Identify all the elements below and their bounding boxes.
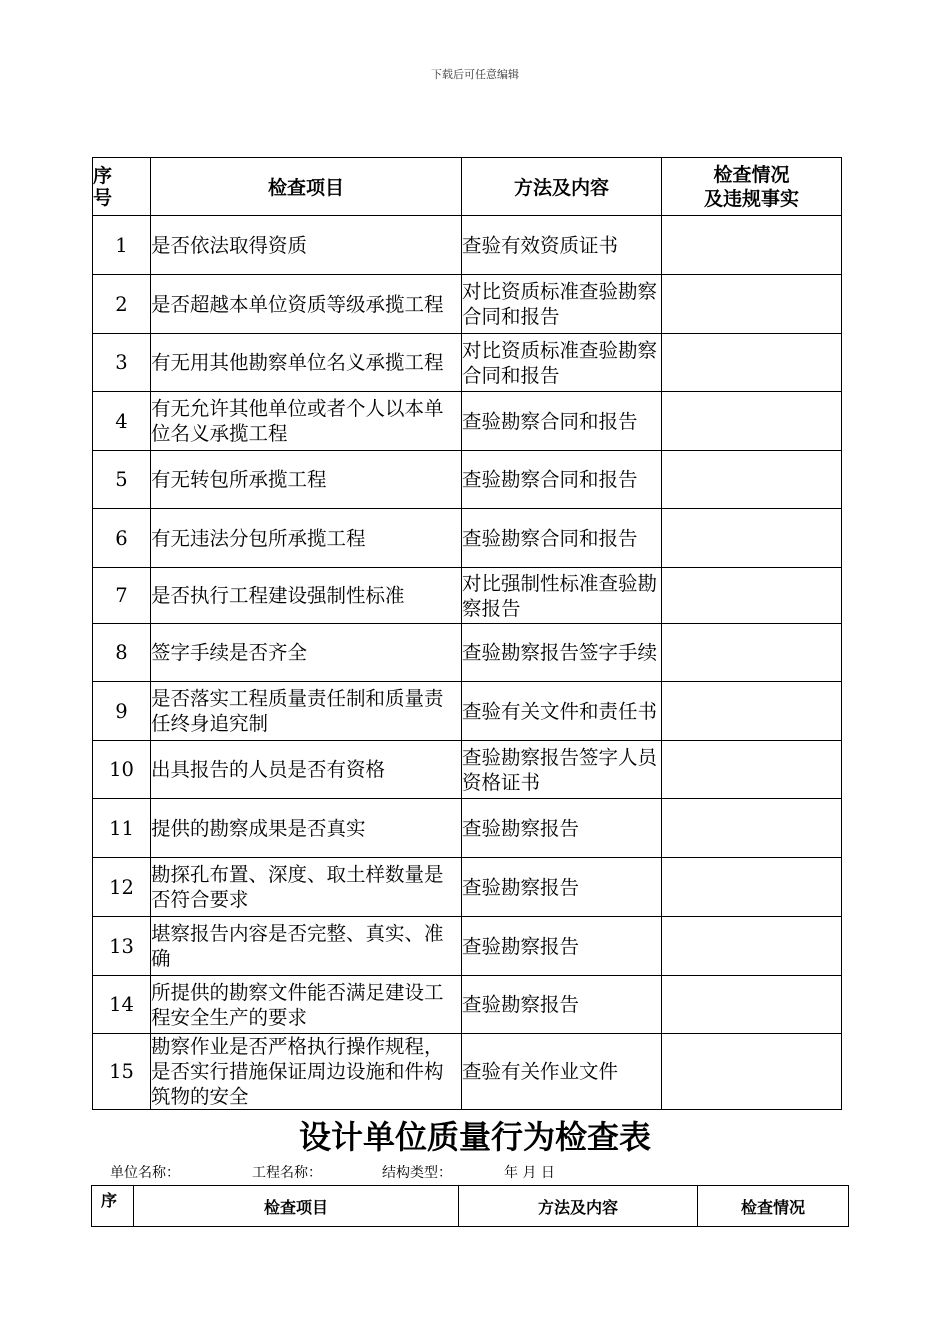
check-result bbox=[662, 858, 842, 917]
check-method: 查验勘察报告 bbox=[462, 858, 662, 917]
check-item: 有无用其他勘察单位名义承揽工程 bbox=[151, 334, 462, 392]
form-title: 设计单位质量行为检查表 bbox=[298, 1118, 651, 1156]
unit-name-label: 单位名称： bbox=[110, 1165, 180, 1181]
check-method: 查验勘察报告 bbox=[462, 917, 662, 976]
table-row bbox=[93, 509, 842, 568]
check-method: 对比资质标准查验勘察合同和报告 bbox=[462, 275, 662, 334]
header-method: 方法及内容 bbox=[462, 158, 662, 216]
check-item: 有无违法分包所承揽工程 bbox=[151, 509, 462, 568]
survey-unit-check-table bbox=[92, 157, 842, 1110]
table-row bbox=[93, 451, 842, 509]
check-item: 所提供的勘察文件能否满足建设工程安全生产的要求 bbox=[151, 976, 462, 1034]
row-number: 13 bbox=[93, 917, 151, 976]
check-result bbox=[662, 216, 842, 275]
check-item: 堪察报告内容是否完整、真实、准确 bbox=[151, 917, 462, 976]
check-item: 勘探孔布置、深度、取土样数量是否符合要求 bbox=[151, 858, 462, 917]
table-body bbox=[93, 216, 842, 1110]
check-method: 查验勘察报告 bbox=[462, 799, 662, 858]
check-method: 对比强制性标准查验勘察报告 bbox=[462, 568, 662, 624]
table-header-row bbox=[92, 1186, 849, 1227]
header-result: 检查情况 bbox=[698, 1186, 849, 1227]
header-result bbox=[662, 158, 842, 216]
check-item: 是否落实工程质量责任制和质量责任终身追究制 bbox=[151, 682, 462, 741]
check-method: 查验勘察合同和报告 bbox=[462, 392, 662, 451]
check-result bbox=[662, 624, 842, 682]
check-item: 有无转包所承揽工程 bbox=[151, 451, 462, 509]
table-row bbox=[93, 392, 842, 451]
header-method: 方法及内容 bbox=[459, 1186, 698, 1227]
check-item: 提供的勘察成果是否真实 bbox=[151, 799, 462, 858]
table-row bbox=[93, 917, 842, 976]
check-method: 查验有关作业文件 bbox=[462, 1034, 662, 1110]
check-item: 出具报告的人员是否有资格 bbox=[151, 741, 462, 799]
header-no: 序 bbox=[92, 1186, 134, 1227]
row-number: 4 bbox=[93, 392, 151, 451]
row-number: 1 bbox=[93, 216, 151, 275]
check-result bbox=[662, 976, 842, 1034]
table-row bbox=[93, 624, 842, 682]
table-row bbox=[93, 741, 842, 799]
table-row bbox=[93, 799, 842, 858]
check-method: 查验有关文件和责任书 bbox=[462, 682, 662, 741]
header-item: 检查项目 bbox=[151, 158, 462, 216]
check-method: 查验勘察合同和报告 bbox=[462, 509, 662, 568]
table-row bbox=[93, 1034, 842, 1110]
check-result bbox=[662, 1034, 842, 1110]
check-method: 查验勘察报告 bbox=[462, 976, 662, 1034]
check-result bbox=[662, 451, 842, 509]
row-number: 12 bbox=[93, 858, 151, 917]
table-header-row bbox=[93, 158, 842, 216]
table-row bbox=[93, 568, 842, 624]
check-result bbox=[662, 334, 842, 392]
table-row bbox=[93, 334, 842, 392]
header-no-line1: 序 bbox=[93, 164, 113, 187]
check-item: 有无允许其他单位或者个人以本单位名义承揽工程 bbox=[151, 392, 462, 451]
header-result-line1: 检查情况 bbox=[713, 163, 790, 186]
table-row bbox=[93, 275, 842, 334]
check-result bbox=[662, 741, 842, 799]
check-method: 查验勘察合同和报告 bbox=[462, 451, 662, 509]
table-row bbox=[93, 682, 842, 741]
row-number: 3 bbox=[93, 334, 151, 392]
check-method: 查验勘察报告签字人员资格证书 bbox=[462, 741, 662, 799]
row-number: 14 bbox=[93, 976, 151, 1034]
check-result bbox=[662, 509, 842, 568]
row-number: 10 bbox=[93, 741, 151, 799]
header-item: 检查项目 bbox=[134, 1186, 459, 1227]
table-row bbox=[93, 216, 842, 275]
check-item: 是否执行工程建设强制性标准 bbox=[151, 568, 462, 624]
check-result bbox=[662, 275, 842, 334]
page-note: 下载后可任意编辑 bbox=[431, 68, 519, 81]
header-result-line2: 及违规事实 bbox=[703, 187, 799, 210]
row-number: 2 bbox=[93, 275, 151, 334]
row-number: 11 bbox=[93, 799, 151, 858]
check-item: 是否依法取得资质 bbox=[151, 216, 462, 275]
check-result bbox=[662, 392, 842, 451]
check-item: 签字手续是否齐全 bbox=[151, 624, 462, 682]
header-no-line2: 号 bbox=[93, 186, 113, 209]
design-unit-check-table bbox=[91, 1185, 849, 1227]
check-result bbox=[662, 682, 842, 741]
row-number: 6 bbox=[93, 509, 151, 568]
check-method: 对比资质标准查验勘察合同和报告 bbox=[462, 334, 662, 392]
date-label: 年 月 日 bbox=[504, 1165, 555, 1181]
row-number: 8 bbox=[93, 624, 151, 682]
row-number: 7 bbox=[93, 568, 151, 624]
check-method: 查验勘察报告签字手续 bbox=[462, 624, 662, 682]
structure-type-label: 结构类型： bbox=[382, 1165, 452, 1181]
check-result bbox=[662, 799, 842, 858]
check-item: 勘察作业是否严格执行操作规程，是否实行措施保证周边设施和件构筑物的安全 bbox=[151, 1034, 462, 1110]
check-result bbox=[662, 917, 842, 976]
project-name-label: 工程名称： bbox=[252, 1165, 322, 1181]
table-row bbox=[93, 976, 842, 1034]
header-no bbox=[93, 158, 151, 216]
check-item: 是否超越本单位资质等级承揽工程 bbox=[151, 275, 462, 334]
row-number: 5 bbox=[93, 451, 151, 509]
check-result bbox=[662, 568, 842, 624]
check-method: 查验有效资质证书 bbox=[462, 216, 662, 275]
row-number: 9 bbox=[93, 682, 151, 741]
row-number: 15 bbox=[93, 1034, 151, 1110]
table-row bbox=[93, 858, 842, 917]
